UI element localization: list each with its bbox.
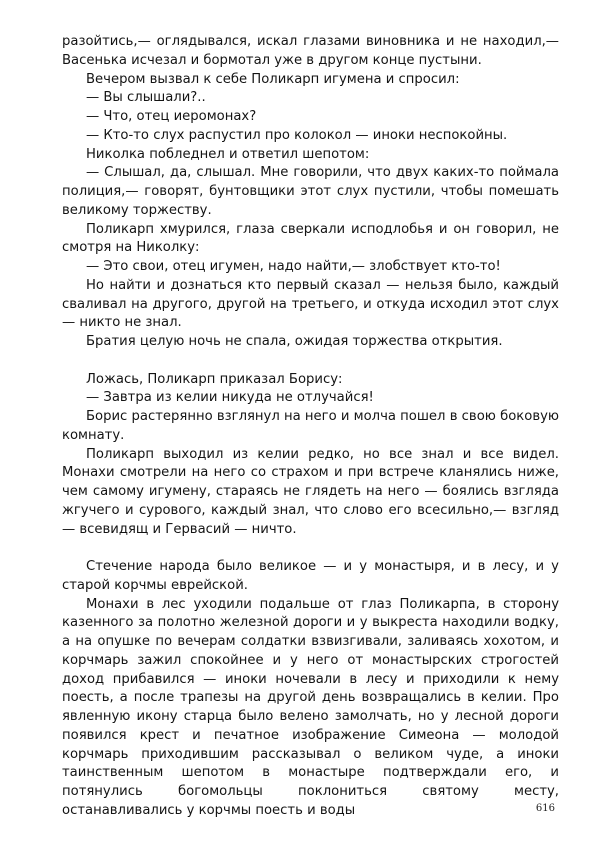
paragraph-12: Ложась, Поликарп приказал Борису:: [86, 371, 343, 387]
paragraph-7: — Слышал, да, слышал. Мне говорили, что двух каких-то поймала полиция,— говорят, бунтовщики этот слух пустили, чтобы помешать великому торжеству.: [62, 165, 559, 218]
page-number: 616: [535, 803, 555, 814]
paragraph-9: — Это свои, отец игумен, надо найти,— злобствует кто-то!: [86, 259, 501, 274]
paragraph-2: Вечером вызвал к себе Поликарп игумена и спросил:: [86, 71, 460, 87]
paragraph-4: — Что, отец иеромонах?: [86, 109, 257, 124]
paragraph-16: Стечение народа было великое — и у монастыря, и в лесу, и у старой корчмы еврейской.: [62, 559, 559, 593]
paragraph-15: Поликарп выходил из келии редко, но все знал и все видел. Монахи смотрели на него со страхом и при встрече кланялись ниже, чем самому игумену, стараясь не глядеть на него — боялись взгляда жгучего и сурового, каждый знал, что слово его всесильно,— взгляд — всевидящ и Гервасий — ничто.: [62, 446, 559, 537]
paragraph-1: разойтись,— оглядывался, искал глазами виновника и не находил,— Васенька исчезал и бормотал уже в другом конце пустыни.: [62, 34, 559, 68]
paragraph-10: Но найти и дознаться кто первый сказал — нельзя было, каждый сваливал на другого, другой на третьего, и откуда исходил этот слух — никто не знал.: [62, 277, 559, 331]
paragraph-6: Николка побледнел и ответил шепотом:: [86, 146, 370, 162]
paragraph-8: Поликарп хмурился, глаза сверкали исподлобья и он говорил, не смотря на Николку:: [62, 221, 559, 256]
paragraph-14: Борис растерянно взглянул на него и молча пошел в свою боковую комнату.: [62, 409, 559, 443]
paragraph-11: Братия целую ночь не спала, ожидая торжества открытия.: [86, 334, 503, 349]
paragraph-3: — Вы слышали?..: [86, 90, 206, 106]
paragraph-17: Монахи в лес уходили подальше от глаз Поликарпа, в сторону казенного за полотно железной дороги и у выкреста находили водку, а на опушке по вечерам солдатки взвизгивали, заливаясь хохотом, и корчмарь зажил спокойнее и у него от монастырских строгостей доход прибавился — иноки ночевали в лесу и приходили к нему поесть, а после трапезы на другой день возвращались в келии. Про явленную икону старца было велено замолчать, но у лесной дороги появился крест и печатное изображение Симеона — молодой корчмарь приходившим рассказывал о великом чуде, а иноки таинственным шепотом в монастыре подтверждали его, и потянулись богомольцы поклониться святому месту, останавливались у корчмы поесть и воды: [62, 596, 559, 818]
book-page-text: [62, 33, 559, 821]
paragraph-5: — Кто-то слух распустил про колокол — иноки неспокойны.: [86, 127, 508, 143]
paragraph-13: — Завтра из келии никуда не отлучайся!: [86, 390, 374, 406]
